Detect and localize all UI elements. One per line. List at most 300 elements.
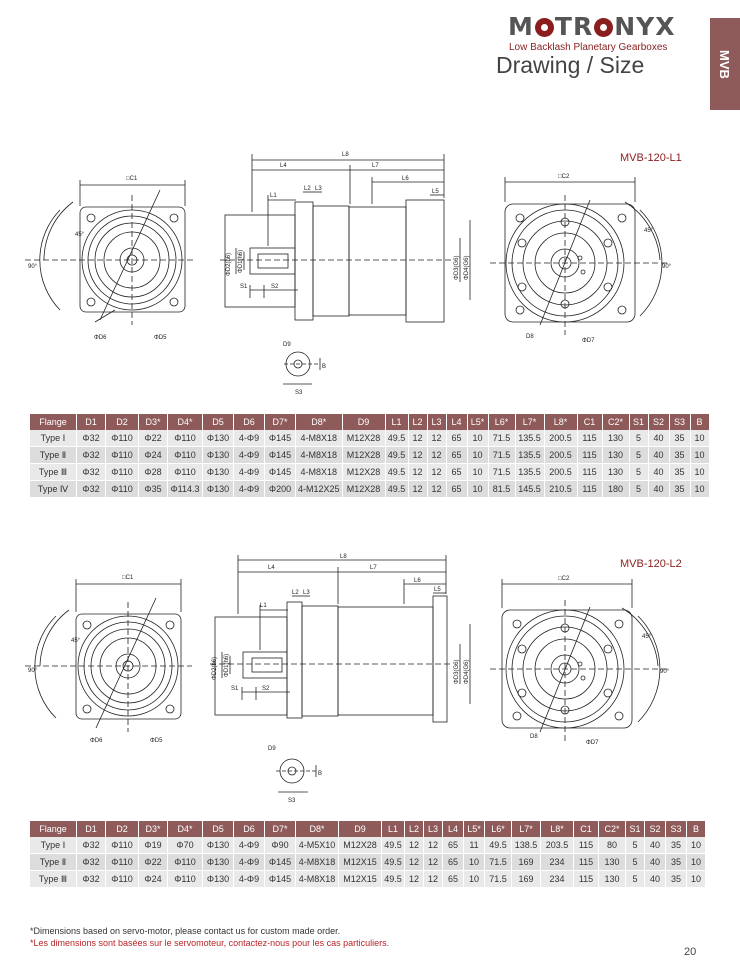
table-cell: 203.5 bbox=[541, 837, 574, 854]
dim-d8: D8 bbox=[530, 734, 538, 740]
column-header: L8* bbox=[541, 821, 574, 837]
table-cell: 10 bbox=[467, 430, 488, 447]
table-cell: Φ110 bbox=[106, 854, 139, 871]
table-cell: 12 bbox=[427, 447, 446, 464]
table-cell: 10 bbox=[687, 854, 706, 871]
table-cell: 35 bbox=[666, 854, 687, 871]
column-header: D5 bbox=[203, 414, 234, 430]
table-cell: 10 bbox=[690, 447, 709, 464]
column-header: C2* bbox=[602, 414, 629, 430]
table-cell: M12X28 bbox=[342, 447, 385, 464]
dim-angle-45: 45° bbox=[71, 638, 81, 644]
table-cell: 49.5 bbox=[385, 430, 408, 447]
dim-d4: ΦD4(G6) bbox=[464, 659, 470, 684]
column-header: S3 bbox=[666, 821, 687, 837]
table-cell: 65 bbox=[443, 837, 464, 854]
table-cell: 4-M8X18 bbox=[296, 854, 339, 871]
table-cell: 130 bbox=[602, 430, 629, 447]
dim-l7: L7 bbox=[372, 163, 379, 169]
page-title: Drawing / Size bbox=[496, 52, 645, 78]
table-cell: 145.5 bbox=[515, 481, 544, 498]
table-cell: 5 bbox=[629, 481, 648, 498]
table-cell: 10 bbox=[690, 430, 709, 447]
dim-s2: S2 bbox=[262, 686, 270, 692]
table-cell: 49.5 bbox=[485, 837, 512, 854]
column-header: L1 bbox=[382, 821, 405, 837]
table-cell: 234 bbox=[541, 871, 574, 888]
column-header: D6 bbox=[234, 414, 265, 430]
table-cell: 81.5 bbox=[488, 481, 515, 498]
table-cell: Φ32 bbox=[77, 854, 106, 871]
table-cell: M12X15 bbox=[339, 854, 382, 871]
row-label: Type Ⅲ bbox=[30, 464, 77, 481]
dim-l5: L5 bbox=[432, 189, 439, 195]
column-header: L2 bbox=[408, 414, 427, 430]
table-cell: 71.5 bbox=[488, 430, 515, 447]
column-header: L4 bbox=[446, 414, 467, 430]
table-cell: 10 bbox=[467, 464, 488, 481]
dim-d2: ΦD2(h6) bbox=[212, 656, 218, 680]
tagline: Low Backlash Planetary Gearboxes bbox=[509, 42, 668, 53]
table-cell: 115 bbox=[577, 430, 602, 447]
logo-gear-icon bbox=[535, 18, 554, 37]
table-cell: 180 bbox=[602, 481, 629, 498]
table-cell: 80 bbox=[599, 837, 626, 854]
column-header: L7* bbox=[512, 821, 541, 837]
table-cell: 12 bbox=[427, 464, 446, 481]
table-cell: Φ110 bbox=[106, 871, 139, 888]
table-cell: 12 bbox=[408, 447, 427, 464]
table-cell: 4-M8X18 bbox=[296, 464, 343, 481]
dim-l8: L8 bbox=[342, 152, 349, 158]
table-cell: Φ130 bbox=[203, 854, 234, 871]
column-header: L5* bbox=[467, 414, 488, 430]
table-cell: 65 bbox=[446, 464, 467, 481]
table-cell: Φ110 bbox=[168, 430, 203, 447]
dim-s3: S3 bbox=[295, 390, 303, 396]
table-cell: 65 bbox=[446, 481, 467, 498]
page-number: 20 bbox=[684, 946, 697, 958]
table-row bbox=[30, 481, 709, 498]
table-cell: 5 bbox=[626, 837, 645, 854]
dim-angle-90-right: 90° bbox=[660, 669, 670, 675]
table-row bbox=[30, 447, 709, 464]
dim-d9: D9 bbox=[283, 342, 291, 348]
table-cell: 5 bbox=[629, 464, 648, 481]
column-header: C1 bbox=[574, 821, 599, 837]
table-cell: 115 bbox=[574, 837, 599, 854]
dim-angle-90-right: 90° bbox=[662, 264, 672, 270]
table-cell: 35 bbox=[669, 464, 690, 481]
dim-l1: L1 bbox=[270, 193, 277, 199]
spec-table-l1 bbox=[30, 414, 710, 498]
column-header: D6 bbox=[234, 821, 265, 837]
table-cell: 169 bbox=[512, 871, 541, 888]
dim-d4: ΦD4(G6) bbox=[464, 255, 470, 280]
table-cell: 130 bbox=[602, 464, 629, 481]
dim-s1: S1 bbox=[231, 686, 239, 692]
table-cell: 4-M5X10 bbox=[296, 837, 339, 854]
table-cell: Φ110 bbox=[106, 481, 139, 498]
table-cell: 40 bbox=[648, 447, 669, 464]
table-cell: M12X28 bbox=[342, 430, 385, 447]
table-cell: Φ130 bbox=[203, 481, 234, 498]
dim-d2: ΦD2(h6) bbox=[226, 252, 232, 276]
dim-d1: ΦD1(h6) bbox=[238, 249, 244, 273]
table-cell: 65 bbox=[443, 854, 464, 871]
table-cell: Φ110 bbox=[106, 447, 139, 464]
row-label: Type Ⅳ bbox=[30, 481, 77, 498]
table-cell: 135.5 bbox=[515, 464, 544, 481]
column-header: S2 bbox=[645, 821, 666, 837]
dim-l3: L3 bbox=[303, 590, 310, 596]
dim-angle-90: 90° bbox=[28, 264, 38, 270]
dim-l7: L7 bbox=[370, 565, 377, 571]
dim-b: B bbox=[318, 771, 323, 777]
table-cell: 10 bbox=[467, 447, 488, 464]
dim-l8: L8 bbox=[340, 554, 347, 560]
dim-d9: D9 bbox=[268, 746, 276, 752]
table-cell: 200.5 bbox=[544, 430, 577, 447]
table-cell: 4-M8X18 bbox=[296, 430, 343, 447]
drawing-l2 bbox=[0, 552, 740, 812]
dim-l1: L1 bbox=[260, 603, 267, 609]
table-cell: Φ32 bbox=[77, 871, 106, 888]
column-header: C2* bbox=[599, 821, 626, 837]
table-cell: Φ145 bbox=[265, 430, 296, 447]
table-cell: 4-Φ9 bbox=[234, 481, 265, 498]
column-header: L7* bbox=[515, 414, 544, 430]
column-header: L6* bbox=[485, 821, 512, 837]
table-cell: 11 bbox=[464, 837, 485, 854]
table-cell: 4-Φ9 bbox=[234, 837, 265, 854]
table-cell: 4-Φ9 bbox=[234, 447, 265, 464]
column-header: Flange bbox=[30, 414, 77, 430]
brand-logo: M TR NYX bbox=[508, 12, 676, 41]
dim-d1: ΦD1(h6) bbox=[224, 653, 230, 677]
table-cell: M12X28 bbox=[339, 837, 382, 854]
table-row bbox=[30, 854, 706, 871]
table-cell: Φ22 bbox=[139, 854, 168, 871]
table-cell: Φ32 bbox=[77, 430, 106, 447]
table-cell: Φ24 bbox=[139, 871, 168, 888]
column-header: D4* bbox=[168, 414, 203, 430]
table-cell: 12 bbox=[408, 464, 427, 481]
column-header: D8* bbox=[296, 414, 343, 430]
dim-d5: ΦD5 bbox=[154, 335, 167, 341]
table-cell: Φ35 bbox=[139, 481, 168, 498]
table-cell: Φ110 bbox=[106, 837, 139, 854]
column-header: S1 bbox=[626, 821, 645, 837]
table-cell: 35 bbox=[666, 871, 687, 888]
table-cell: 12 bbox=[405, 871, 424, 888]
table-cell: 71.5 bbox=[485, 854, 512, 871]
dim-l4: L4 bbox=[268, 565, 275, 571]
table-cell: Φ90 bbox=[265, 837, 296, 854]
table-cell: 35 bbox=[669, 430, 690, 447]
table-cell: 234 bbox=[541, 854, 574, 871]
column-header: L4 bbox=[443, 821, 464, 837]
table-cell: 49.5 bbox=[382, 837, 405, 854]
table-cell: Φ110 bbox=[168, 871, 203, 888]
table-cell: Φ130 bbox=[203, 837, 234, 854]
table-cell: M12X15 bbox=[339, 871, 382, 888]
column-header: L6* bbox=[488, 414, 515, 430]
column-header: L8* bbox=[544, 414, 577, 430]
table-cell: 5 bbox=[629, 447, 648, 464]
table-cell: 135.5 bbox=[515, 447, 544, 464]
dim-d6: ΦD6 bbox=[94, 335, 107, 341]
table-cell: Φ28 bbox=[139, 464, 168, 481]
dim-d5: ΦD5 bbox=[150, 738, 163, 744]
dim-l2: L2 bbox=[304, 186, 311, 192]
table-cell: 4-Φ9 bbox=[234, 854, 265, 871]
table-cell: 5 bbox=[629, 430, 648, 447]
table-cell: Φ110 bbox=[168, 464, 203, 481]
table-cell: 4-M8X18 bbox=[296, 447, 343, 464]
dim-c1: □C1 bbox=[122, 575, 134, 581]
table-cell: 65 bbox=[446, 447, 467, 464]
column-header: D8* bbox=[296, 821, 339, 837]
table-cell: 12 bbox=[424, 854, 443, 871]
table-cell: 40 bbox=[648, 464, 669, 481]
table-cell: 35 bbox=[666, 837, 687, 854]
table-cell: Φ110 bbox=[168, 447, 203, 464]
dim-angle-45-right: 45° bbox=[644, 228, 654, 234]
dim-c1: □C1 bbox=[126, 176, 138, 182]
table-cell: 10 bbox=[467, 481, 488, 498]
column-header: D7* bbox=[265, 414, 296, 430]
column-header: D9 bbox=[342, 414, 385, 430]
drawing-l1 bbox=[0, 140, 740, 410]
table-row bbox=[30, 871, 706, 888]
table-cell: 115 bbox=[574, 871, 599, 888]
note-french: *Les dimensions sont basées sur le servomoteur, contactez-nous pour les cas particuliers. bbox=[30, 938, 390, 948]
table-header-row bbox=[30, 414, 709, 430]
column-header: B bbox=[690, 414, 709, 430]
row-label: Type Ⅲ bbox=[30, 871, 77, 888]
table-cell: 135.5 bbox=[515, 430, 544, 447]
side-tab-label: MVB bbox=[717, 50, 732, 79]
table-cell: 40 bbox=[648, 481, 669, 498]
side-tab bbox=[710, 18, 740, 110]
technical-drawing-l2 bbox=[0, 552, 740, 812]
table-cell: 40 bbox=[645, 854, 666, 871]
table-cell: 10 bbox=[690, 464, 709, 481]
column-header: D3* bbox=[139, 414, 168, 430]
table-cell: Φ130 bbox=[203, 464, 234, 481]
table-cell: 12 bbox=[408, 430, 427, 447]
table-cell: Φ32 bbox=[77, 481, 106, 498]
column-header: D4* bbox=[168, 821, 203, 837]
column-header: D2 bbox=[106, 821, 139, 837]
table-cell: 49.5 bbox=[385, 447, 408, 464]
column-header: D1 bbox=[77, 414, 106, 430]
table-cell: 115 bbox=[577, 464, 602, 481]
logo-gear-icon bbox=[594, 18, 613, 37]
dim-d8: D8 bbox=[526, 334, 534, 340]
column-header: B bbox=[687, 821, 706, 837]
table-cell: 12 bbox=[405, 854, 424, 871]
table-cell: 4-Φ9 bbox=[234, 464, 265, 481]
table-cell: 10 bbox=[687, 837, 706, 854]
table-cell: 169 bbox=[512, 854, 541, 871]
table-cell: 12 bbox=[405, 837, 424, 854]
table-cell: Φ24 bbox=[139, 447, 168, 464]
table-cell: 12 bbox=[427, 430, 446, 447]
table-body bbox=[30, 430, 709, 498]
table-cell: Φ32 bbox=[77, 464, 106, 481]
table-cell: 65 bbox=[446, 430, 467, 447]
dim-l4: L4 bbox=[280, 163, 287, 169]
column-header: D9 bbox=[339, 821, 382, 837]
dim-angle-90: 90° bbox=[28, 668, 38, 674]
dim-d6: ΦD6 bbox=[90, 738, 103, 744]
column-header: D5 bbox=[203, 821, 234, 837]
table-cell: Φ200 bbox=[265, 481, 296, 498]
row-label: Type Ⅰ bbox=[30, 837, 77, 854]
model-label-l2: MVB-120-L2 bbox=[620, 558, 682, 570]
dim-d3: ΦD3(G6) bbox=[454, 659, 460, 684]
technical-drawing-l1 bbox=[0, 140, 740, 410]
table-cell: Φ130 bbox=[203, 871, 234, 888]
column-header: S2 bbox=[648, 414, 669, 430]
table-cell: Φ110 bbox=[106, 464, 139, 481]
note-english: *Dimensions based on servo-motor, please contact us for custom made order. bbox=[30, 926, 341, 936]
row-label: Type Ⅰ bbox=[30, 430, 77, 447]
dim-d7: ΦD7 bbox=[586, 740, 599, 746]
table-cell: 210.5 bbox=[544, 481, 577, 498]
table-cell: Φ19 bbox=[139, 837, 168, 854]
dim-l6: L6 bbox=[402, 176, 409, 182]
table-cell: 40 bbox=[645, 871, 666, 888]
table-row bbox=[30, 430, 709, 447]
table-cell: 200.5 bbox=[544, 447, 577, 464]
table-cell: 10 bbox=[464, 871, 485, 888]
table-cell: 49.5 bbox=[385, 481, 408, 498]
table-cell: 5 bbox=[626, 854, 645, 871]
table-cell: Φ110 bbox=[168, 854, 203, 871]
dim-c2: □C2 bbox=[558, 174, 570, 180]
column-header: Flange bbox=[30, 821, 77, 837]
table-cell: 12 bbox=[427, 481, 446, 498]
table-cell: 40 bbox=[648, 430, 669, 447]
column-header: D7* bbox=[265, 821, 296, 837]
column-header: L2 bbox=[405, 821, 424, 837]
table-cell: Φ130 bbox=[203, 430, 234, 447]
table-cell: M12X28 bbox=[342, 481, 385, 498]
table-cell: Φ114.3 bbox=[168, 481, 203, 498]
table-cell: Φ110 bbox=[106, 430, 139, 447]
table-cell: 12 bbox=[408, 481, 427, 498]
dim-c2: □C2 bbox=[558, 576, 570, 582]
table-cell: 115 bbox=[577, 447, 602, 464]
table-row bbox=[30, 837, 706, 854]
table-cell: 71.5 bbox=[488, 464, 515, 481]
table-cell: 5 bbox=[626, 871, 645, 888]
spec-table-l2 bbox=[30, 821, 706, 888]
dim-l5: L5 bbox=[434, 587, 441, 593]
column-header: L5* bbox=[464, 821, 485, 837]
column-header: D2 bbox=[106, 414, 139, 430]
table-cell: 4-M12X25 bbox=[296, 481, 343, 498]
table-cell: 10 bbox=[687, 871, 706, 888]
footnotes bbox=[30, 925, 389, 949]
row-label: Type Ⅱ bbox=[30, 447, 77, 464]
dim-s2: S2 bbox=[271, 284, 279, 290]
model-label-l1: MVB-120-L1 bbox=[620, 152, 682, 164]
table-cell: Φ22 bbox=[139, 430, 168, 447]
table-cell: 130 bbox=[599, 871, 626, 888]
table-cell: 35 bbox=[669, 481, 690, 498]
table-cell: 35 bbox=[669, 447, 690, 464]
table-cell: 4-M8X18 bbox=[296, 871, 339, 888]
table-body bbox=[30, 837, 706, 888]
table-cell: 49.5 bbox=[382, 871, 405, 888]
dim-angle-45-right: 45° bbox=[642, 634, 652, 640]
table-cell: 115 bbox=[574, 854, 599, 871]
table-cell: Φ145 bbox=[265, 871, 296, 888]
table-cell: Φ70 bbox=[168, 837, 203, 854]
dim-s1: S1 bbox=[240, 284, 248, 290]
column-header: L1 bbox=[385, 414, 408, 430]
dim-l6: L6 bbox=[414, 578, 421, 584]
table-header-row bbox=[30, 821, 706, 837]
dim-l2: L2 bbox=[292, 590, 299, 596]
table-cell: Φ32 bbox=[77, 447, 106, 464]
column-header: L3 bbox=[424, 821, 443, 837]
table-cell: 130 bbox=[602, 447, 629, 464]
table-cell: M12X28 bbox=[342, 464, 385, 481]
table-cell: Φ145 bbox=[265, 854, 296, 871]
table-cell: 10 bbox=[690, 481, 709, 498]
dim-l3: L3 bbox=[315, 186, 322, 192]
table-cell: 49.5 bbox=[382, 854, 405, 871]
table-cell: 10 bbox=[464, 854, 485, 871]
table-cell: 115 bbox=[577, 481, 602, 498]
column-header: D1 bbox=[77, 821, 106, 837]
table-cell: 65 bbox=[443, 871, 464, 888]
row-label: Type Ⅱ bbox=[30, 854, 77, 871]
column-header: C1 bbox=[577, 414, 602, 430]
table-cell: 12 bbox=[424, 871, 443, 888]
column-header: S1 bbox=[629, 414, 648, 430]
column-header: D3* bbox=[139, 821, 168, 837]
table-cell: 71.5 bbox=[488, 447, 515, 464]
table-cell: Φ32 bbox=[77, 837, 106, 854]
dim-d3: ΦD3(G6) bbox=[454, 255, 460, 280]
table-cell: 200.5 bbox=[544, 464, 577, 481]
table-cell: 130 bbox=[599, 854, 626, 871]
dim-d7: ΦD7 bbox=[582, 338, 595, 344]
table-cell: 40 bbox=[645, 837, 666, 854]
table-row bbox=[30, 464, 709, 481]
table-cell: 49.5 bbox=[385, 464, 408, 481]
table-cell: 12 bbox=[424, 837, 443, 854]
dim-angle-45: 45° bbox=[75, 232, 85, 238]
table-cell: Φ145 bbox=[265, 464, 296, 481]
dim-b: B bbox=[322, 364, 327, 370]
column-header: L3 bbox=[427, 414, 446, 430]
column-header: S3 bbox=[669, 414, 690, 430]
table-cell: Φ130 bbox=[203, 447, 234, 464]
table-cell: 4-Φ9 bbox=[234, 430, 265, 447]
table-cell: 71.5 bbox=[485, 871, 512, 888]
dim-s3: S3 bbox=[288, 798, 296, 804]
table-cell: 4-Φ9 bbox=[234, 871, 265, 888]
table-cell: 138.5 bbox=[512, 837, 541, 854]
table-cell: Φ145 bbox=[265, 447, 296, 464]
